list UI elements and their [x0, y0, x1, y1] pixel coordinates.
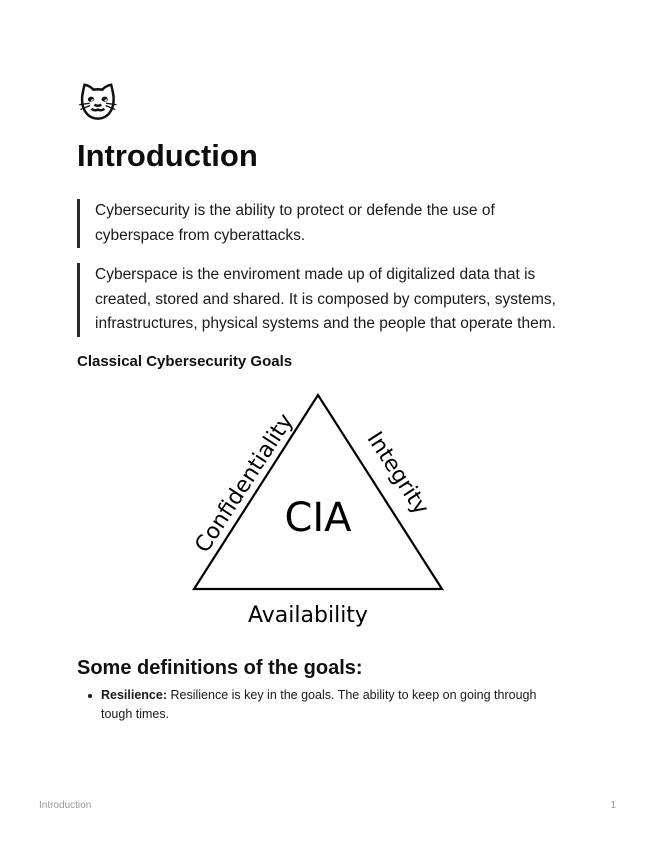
list-item [77, 686, 557, 724]
availability-label: Availability [248, 603, 368, 628]
cia-center-label: CIA [284, 495, 352, 541]
bullet-icon [88, 694, 92, 698]
definitions-heading: Some definitions of the goals: [77, 657, 363, 679]
definition-text: Resilience is key in the goals. The ability to keep on going through tough times. [101, 688, 537, 721]
page-title: Introduction [77, 138, 258, 173]
definitions-list [77, 686, 557, 724]
cat-face-icon: 🐱 [78, 82, 118, 126]
classical-goals-heading: Classical Cybersecurity Goals [77, 353, 293, 370]
integrity-label: Integrity [361, 427, 434, 520]
definition-term: Resilience: [101, 688, 168, 702]
quote-cybersecurity-definition: Cybersecurity is the ability to protect or defende the use of cyberspace from cyberattacks. [77, 199, 567, 248]
footer-title: Introduction [39, 800, 92, 811]
footer-page-number: 1 [610, 800, 616, 811]
quote-cyberspace-definition: Cyberspace is the enviroment made up of digitalized data that is created, stored and shared. It is composed by computers, systems, infrastructures, physical systems and the people that operate them. [77, 263, 567, 337]
cia-triangle-diagram [180, 385, 460, 635]
confidentiality-label: Confidentiality [190, 409, 299, 558]
